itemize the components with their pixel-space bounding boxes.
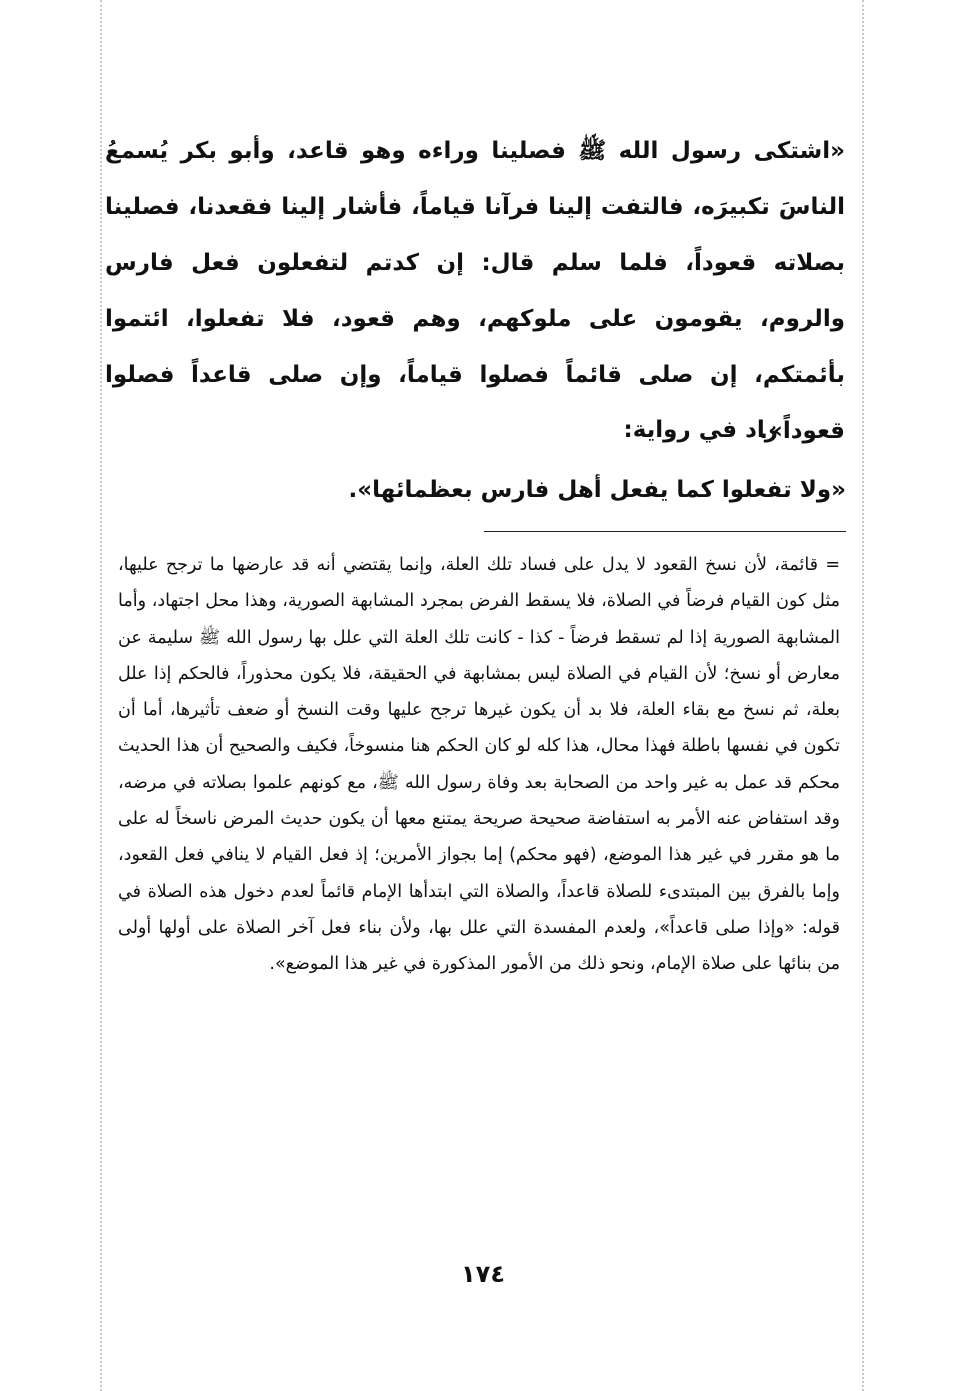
addition-intro: زاد في رواية: [623,417,778,443]
addition-quote: «ولا تفعلوا كما يفعل أهل فارس بعظمائها». [348,477,846,503]
scan-margin-dots-left [100,0,102,1391]
footnote-separator [484,531,846,532]
scan-margin-dots-right [862,0,864,1391]
footnote-text: = قائمة، لأن نسخ القعود لا يدل على فساد تلك العلة، وإنما يقتضي أنه قد عارضها ما ترجح عليها، مثل كون القيام فرضاً في الصلاة، فلا يسقط الفرض بمجرد المشابهة الصورية، وهذا محل اجتهاد، وأما المشابهة الصورية إذا لم تسقط فرضاً - كذا - كانت تلك العلة التي علل بها رسول الله ﷺ سليمة عن معارض أو نسخ؛ لأن القيام في الصلاة ليس بمشابهة في الحقيقة، فلا يكون محذوراً، فالحكم إذا علل بعلة، ثم نسخ مع بقاء العلة، فلا بد أن يكون غيرها ترجح عليها وقت النسخ أو ضعف تأثيرها، أما أن تكون في نفسها باطلة فهذا محال، هذا كله لو كان الحكم هنا منسوخاً، فكيف والصحيح أن هذا الحديث محكم قد عمل به غير واحد من الصحابة بعد وفاة رسول الله ﷺ، مع كونهم علموا بصلاته في مرضه، وقد استفاض عنه الأمر به استفاضة صحيحة صريحة يمتنع معها أن يكون حديث المرض ناسخاً له على ما هو مقرر في غير هذا الموضع، (فهو محكم) إما بجواز الأمرين؛ إذ فعل القيام لا ينافي فعل القعود، وإما بالفرق بين المبتدىء للصلاة قاعداً، والصلاة التي ابتدأها الإمام قائماً لعدم دخول هذه الصلاة في قوله: «وإذا صلى قاعداً»، ولعدم المفسدة التي علل بها، ولأن بناء فعل آخر الصلاة على أولها أولى من بنائها على صلاة الإمام، ونحو ذلك من الأمور المذكورة في غير هذا الموضع». [118,555,840,975]
page-number: ١٧٤ [461,1260,505,1288]
hadith-paragraph: «اشتكى رسول الله ﷺ فصلينا وراءه وهو قاعد، وأبو بكر يُسمعُ الناسَ تكبيرَه، فالتفت إلينا فرآنا قياماً، فأشار إلينا فقعدنا، فصلينا بصلاته قعوداً، فلما سلم قال: إن كدتم لتفعلون فعل فارس والروم، يقومون على ملوكهم، وهم قعود، فلا تفعلوا، ائتموا بأئمتكم، إن صلى قائماً فصلوا قياماً، وإن صلى قاعداً فصلوا قعوداً». [105,138,845,444]
